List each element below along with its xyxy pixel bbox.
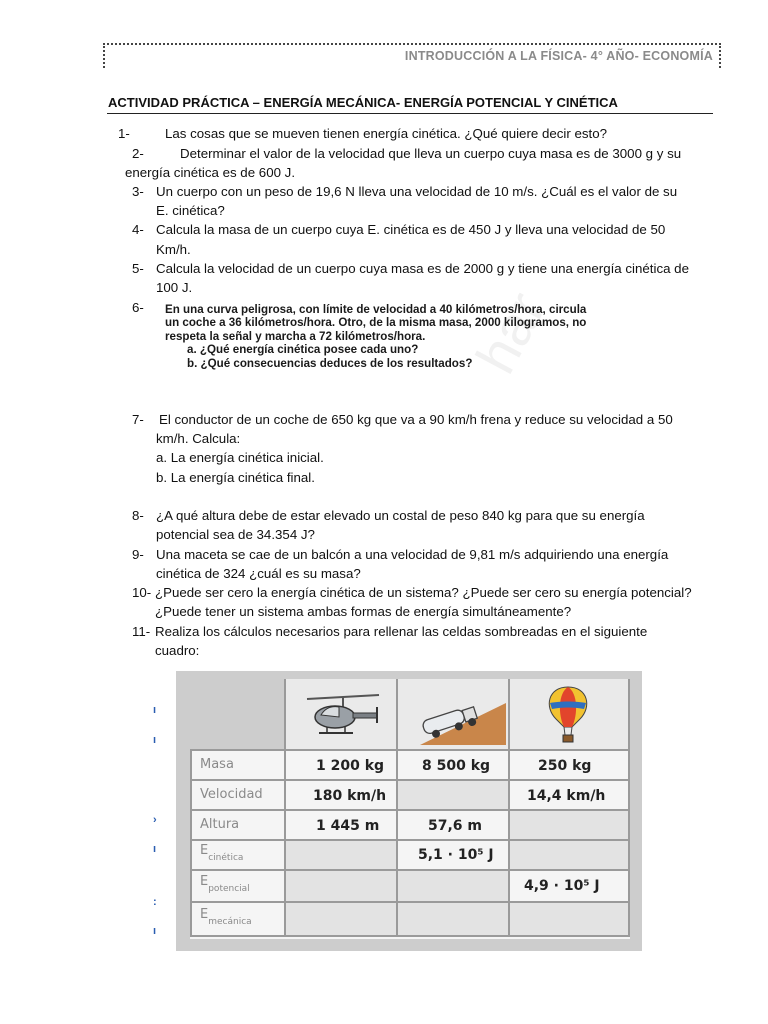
shaded-cell [510, 811, 628, 841]
question-10-number: 10- [132, 585, 152, 600]
question-2-line2: energía cinética es de 600 J. [125, 165, 296, 180]
title-underline [107, 113, 713, 114]
question-9-line1: Una maceta se cae de un balcón a una velocidad de 9,81 m/s adquiriendo una energía [156, 547, 669, 562]
question-3-number: 3- [132, 184, 144, 199]
margin-mark: : [153, 896, 157, 908]
balloon-velocidad: 14,4 km/h [527, 788, 606, 804]
shaded-cell [286, 841, 396, 871]
truck-on-slope-icon [410, 689, 506, 745]
margin-mark: ı [153, 734, 157, 746]
row-label-epotencial: $E_{potencial}$ [200, 874, 250, 894]
helicopter-masa: 1 200 kg [316, 758, 385, 774]
question-11-line1: Realiza los cálculos necesarios para rellenar las celdas sombreadas en el siguiente [155, 624, 648, 639]
question-4-line1: Calcula la masa de un cuerpo cuya E. cinética es de 450 J y lleva una velocidad de 50 [156, 222, 666, 237]
question-9-number: 9- [132, 547, 144, 562]
question-1-number: 1- [118, 126, 130, 141]
shaded-cell [286, 903, 628, 935]
question-4-number: 4- [132, 222, 144, 237]
row-label-ecinetica: $E_{cinética}$ [200, 843, 244, 863]
question-5-line1: Calcula la velocidad de un cuerpo cuya masa es de 2000 g y tiene una energía cinética de [156, 261, 689, 276]
hot-air-balloon-icon [542, 685, 594, 745]
balloon-masa: 250 kg [538, 758, 592, 774]
row-label-emecanica: $E_{mecánica}$ [200, 907, 252, 927]
question-2-line1: Determinar el valor de la velocidad que lleva un cuerpo cuya masa es de 3000 g y su [180, 146, 682, 161]
question-9-line2: cinética de 324 ¿cuál es su masa? [156, 566, 361, 581]
question-3-line1: Un cuerpo con un peso de 19,6 N lleva una velocidad de 10 m/s. ¿Cuál es el valor de su [156, 184, 678, 199]
shaded-cell [398, 781, 508, 811]
helicopter-altura: 1 445 m [316, 818, 380, 834]
margin-mark: ı [153, 843, 157, 855]
question-5-line2: 100 J. [156, 280, 193, 295]
row-label-altura: Altura [200, 817, 240, 832]
watermark: har [463, 281, 558, 384]
question-6-line3: respeta la señal y marcha a 72 kilómetros/hora. [165, 329, 426, 343]
question-7-line1: El conductor de un coche de 650 kg que va a 90 km/h frena y reduce su velocidad a 50 [159, 412, 673, 427]
question-11-line2: cuadro: [155, 643, 200, 658]
balloon-epotencial: 4,9 · 10⁵ J [524, 878, 600, 894]
question-1-text: Las cosas que se mueven tienen energía cinética. ¿Qué quiere decir esto? [165, 126, 608, 141]
row-label-masa: Masa [200, 757, 234, 772]
question-3-line2: E. cinética? [156, 203, 225, 218]
question-11-number: 11- [132, 624, 151, 639]
question-2-number: 2- [132, 146, 144, 161]
question-7-part-a: a. La energía cinética inicial. [156, 450, 324, 465]
question-6-option-b: b. ¿Qué consecuencias deduces de los resultados? [187, 356, 473, 370]
question-7-number: 7- [132, 412, 144, 427]
margin-mark: ı [153, 704, 157, 716]
truck-ecinetica: 5,1 · 10⁵ J [418, 847, 494, 863]
shaded-cell [510, 841, 628, 871]
question-6-scanned-text [165, 303, 586, 370]
question-10-line2: ¿Puede tener un sistema ambas formas de energía simultáneamente? [155, 604, 572, 619]
question-6-line1: En una curva peligrosa, con límite de velocidad a 40 kilómetros/hora, circula [165, 303, 587, 316]
header-box [103, 43, 721, 68]
question-8-line2: potencial sea de 34.354 J? [156, 527, 315, 542]
helicopter-icon [301, 685, 385, 743]
question-8-number: 8- [132, 508, 144, 523]
question-4-line2: Km/h. [156, 242, 191, 257]
question-10-line1: ¿Puede ser cero la energía cinética de un sistema? ¿Puede ser cero su energía potencial? [155, 585, 692, 600]
helicopter-velocidad: 180 km/h [313, 788, 387, 804]
margin-mark: ı [153, 925, 157, 937]
question-6-option-a: a. ¿Qué energía cinética posee cada uno? [187, 343, 419, 357]
question-8-line1: ¿A qué altura debe de estar elevado un costal de peso 840 kg para que su energía [156, 508, 645, 523]
question-5-number: 5- [132, 261, 144, 276]
row-label-velocidad: Velocidad [200, 787, 263, 802]
energy-table [176, 671, 642, 951]
course-header: INTRODUCCIÓN A LA FÍSICA- 4° AÑO- ECONOMÍA [404, 49, 713, 63]
truck-masa: 8 500 kg [422, 758, 491, 774]
question-7-part-b: b. La energía cinética final. [156, 470, 315, 485]
page-title: ACTIVIDAD PRÁCTICA – ENERGÍA MECÁNICA- ENERGÍA POTENCIAL Y CINÉTICA [108, 95, 618, 110]
margin-mark: › [153, 814, 157, 826]
question-6-number: 6- [132, 300, 144, 315]
question-7-line2: km/h. Calcula: [156, 431, 241, 446]
question-6-line2: un coche a 36 kilómetros/hora. Otro, de la misma masa, 2000 kilogramos, no [165, 316, 587, 330]
truck-altura: 57,6 m [428, 818, 483, 834]
